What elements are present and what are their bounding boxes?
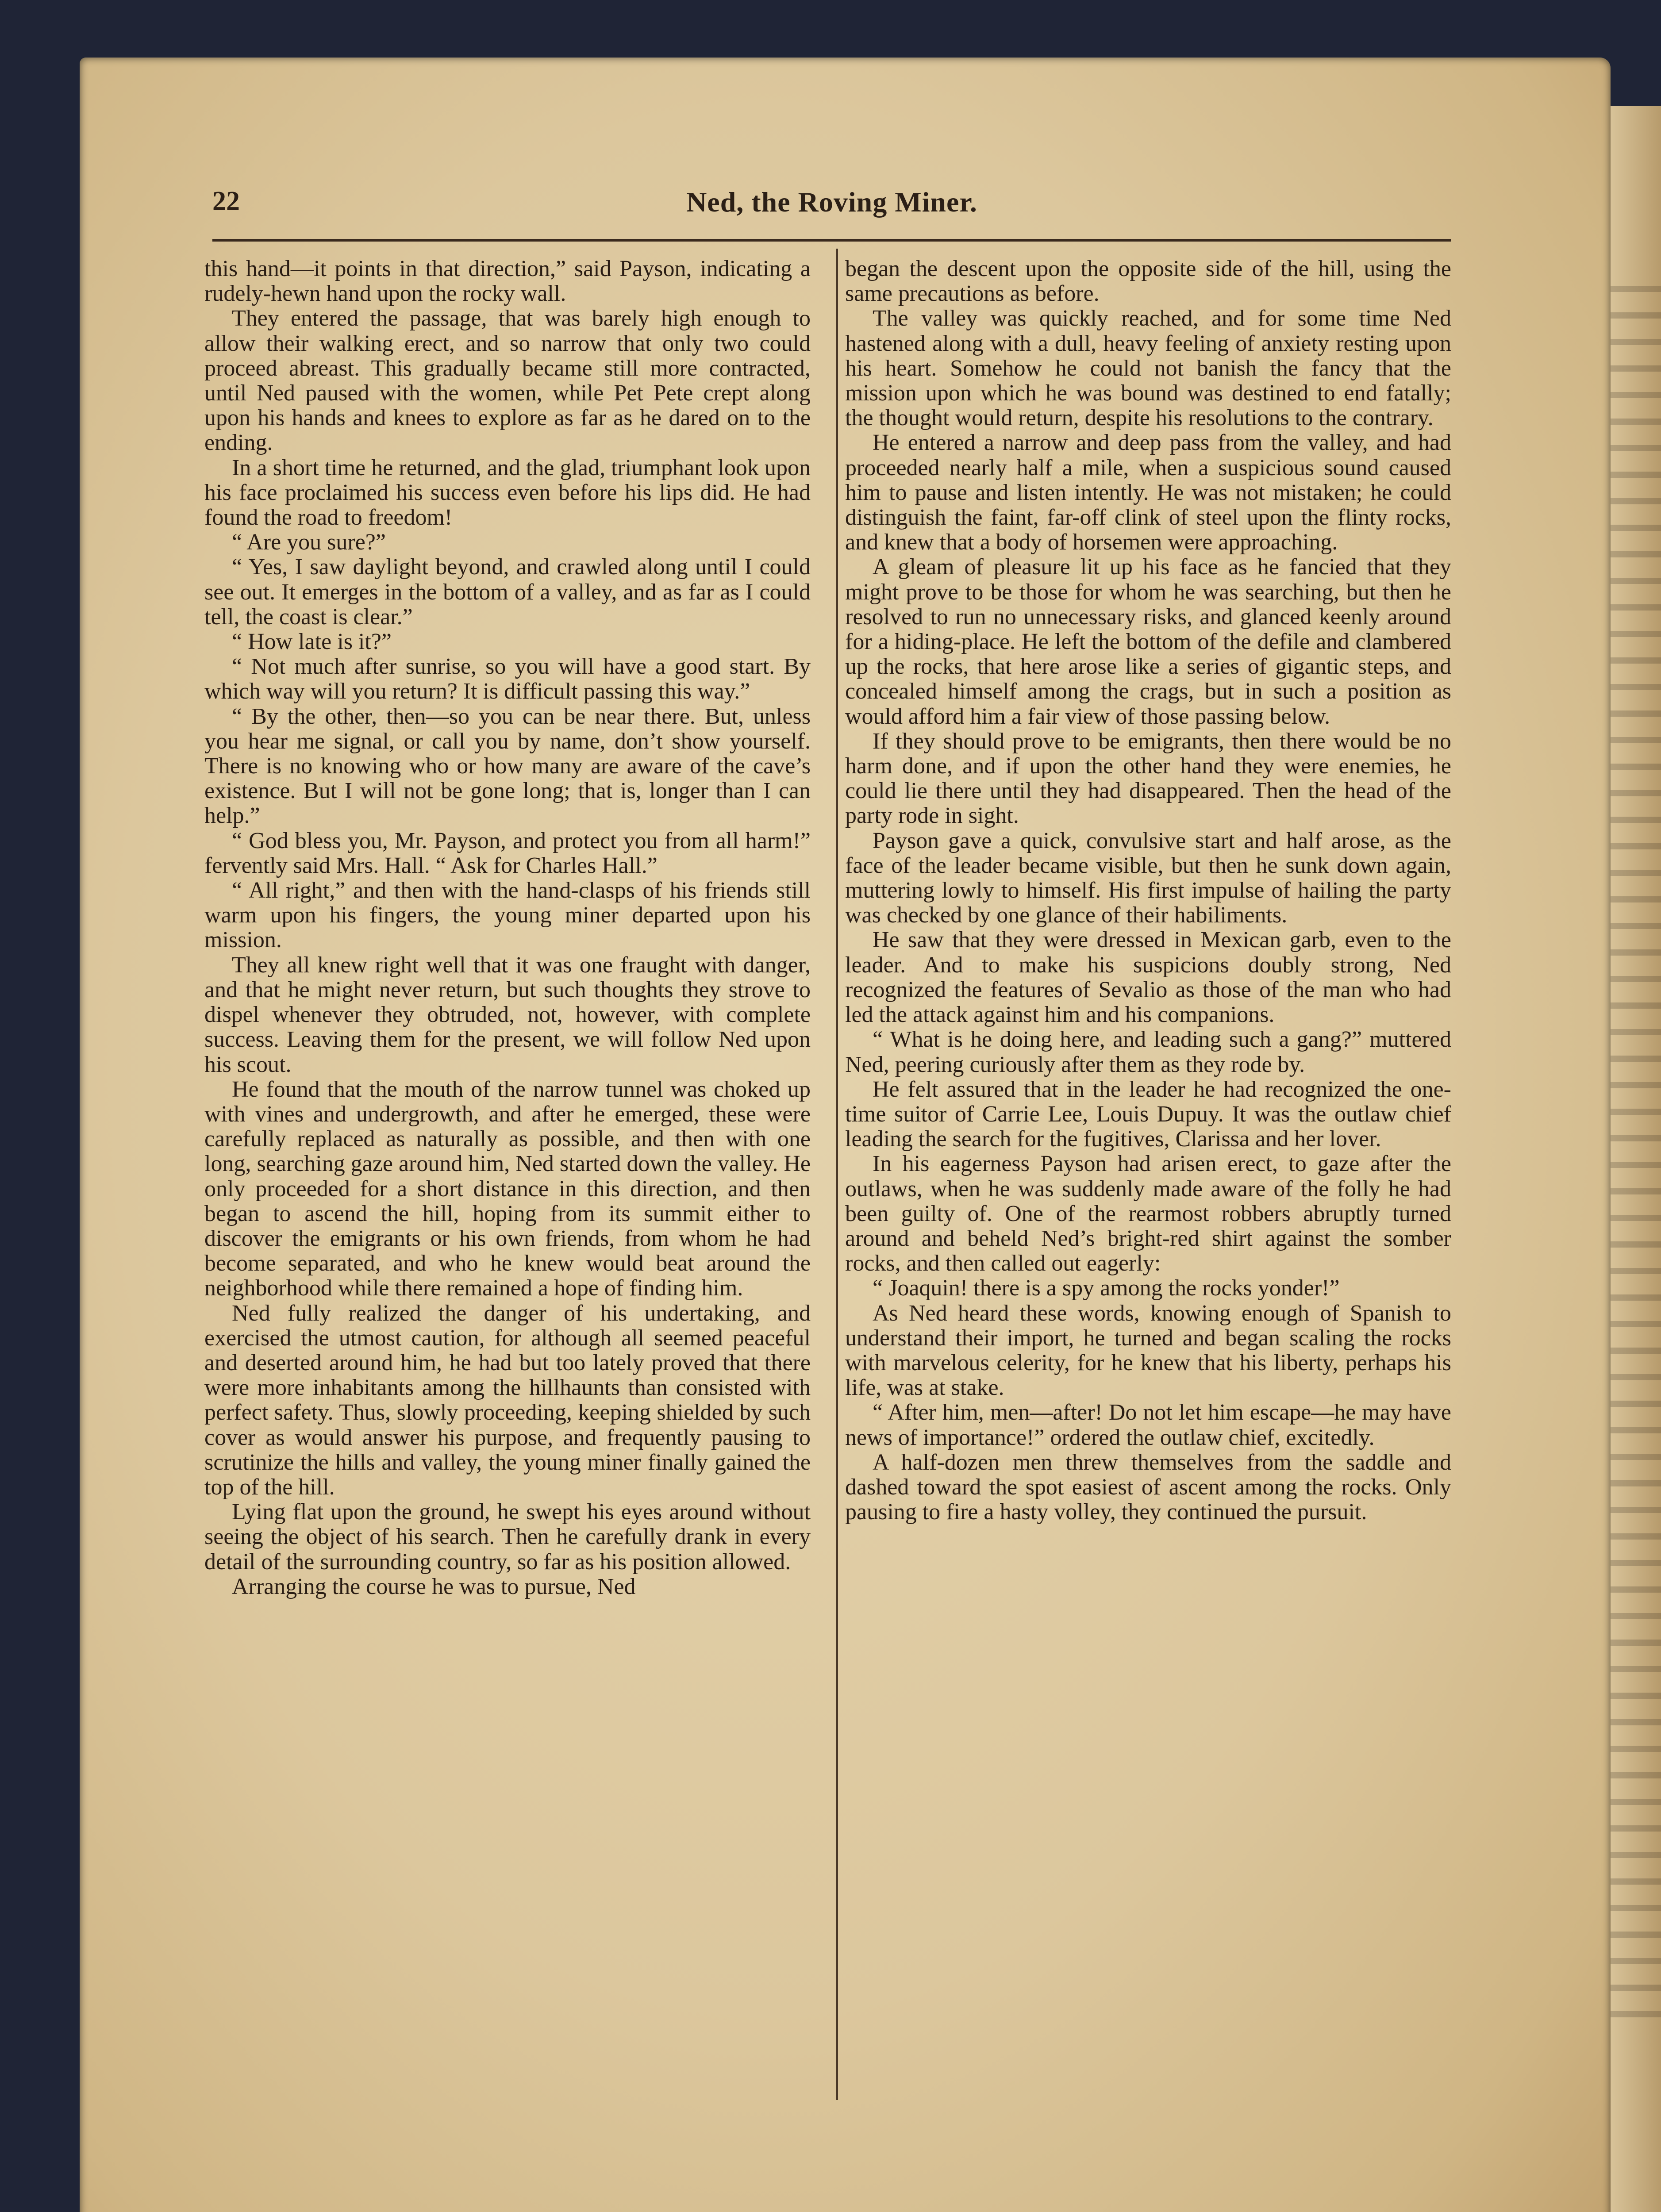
page-number: 22 — [212, 186, 240, 216]
paragraph: He entered a narrow and deep pass from the valley, and had proceeded nearly half a mile, when a suspicious sound caused him to pause and listen intently. He was not mistaken; he could distinguish the faint, far-off clink of steel upon the flinty rocks, and knew that a body of horsemen were approaching. — [845, 430, 1451, 555]
paragraph: If they should prove to be emigrants, then there would be no harm done, and if upon the other hand they were enemies, he could lie there until they had disappeared. Then the head of the party rode in sight. — [845, 728, 1451, 829]
paragraph: In a short time he returned, and the glad, triumphant look upon his face proclaimed his success even before his lips did. He had found the road to freedom! — [204, 455, 811, 530]
paragraph: Lying flat upon the ground, he swept his eyes around without seeing the object of his search. Then he carefully drank in every detail of the surrounding country, so far as his position allowed. — [204, 1499, 811, 1575]
paragraph: He saw that they were dressed in Mexican garb, even to the leader. And to make his suspicions doubly strong, Ned recognized the features of Sevalio as those of the man who had led the attack against him and his companions. — [845, 927, 1451, 1028]
left-column — [204, 257, 811, 2101]
paragraph: In his eagerness Payson had arisen erect, to gaze after the outlaws, when he was suddenly made aware of the folly he had been guilty of. One of the rearmost robbers abruptly turned around and beheld Ned’s bright-red shirt against the somber rocks, and then called out eagerly: — [845, 1151, 1451, 1276]
paragraph: began the descent upon the opposite side of the hill, using the same precautions as before. — [845, 257, 1451, 307]
page-header — [212, 186, 1451, 239]
paragraph: They entered the passage, that was barely high enough to allow their walking erect, and so narrow that only two could proceed abreast. This gradually became still more contracted, until Ned paused with the women, while Pet Pete crept along upon his hands and knees to explore as far as he dared on to the ending. — [204, 306, 811, 456]
paragraph: “ God bless you, Mr. Payson, and protect you from all harm!” fervently said Mrs. Hall. “ Ask for Charles Hall.” — [204, 828, 811, 878]
paragraph: The valley was quickly reached, and for some time Ned hastened along with a dull, heavy feeling of anxiety resting upon his heart. Somehow he could not banish the fancy that the mission upon which he was bound was destined to end fatally; the thought would return, despite his resolutions to the contrary. — [845, 306, 1451, 431]
paragraph: “ After him, men—after! Do not let him escape—he may have news of importance!” ordered the outlaw chief, excitedly. — [845, 1400, 1451, 1450]
paragraph: this hand—it points in that direction,” said Payson, indicating a rudely-hewn hand upon the rocky wall. — [204, 257, 811, 307]
paragraph: “ Yes, I saw daylight beyond, and crawled along until I could see out. It emerges in the bottom of a valley, and as far as I could tell, the coast is clear.” — [204, 554, 811, 630]
paragraph: He felt assured that in the leader he had recognized the one-time suitor of Carrie Lee, Louis Dupuy. It was the outlaw chief leading the search for the fugitives, Clarissa and her lover. — [845, 1076, 1451, 1152]
paragraph: He found that the mouth of the narrow tunnel was choked up with vines and undergrowth, and after he emerged, these were carefully replaced as naturally as possible, and then with one long, searching gaze around him, Ned started down the valley. He only proceeded for a short distance in this direction, and then began to ascend the hill, hoping from its summit either to discover the emigrants or his own friends, from whom he had become separated, and who he knew would beat around the neighborhood while there remained a hope of finding him. — [204, 1076, 811, 1301]
paragraph: A half-dozen men threw themselves from the saddle and dashed toward the spot easiest of ascent among the rocks. Only pausing to fire a hasty volley, they continued the pursuit. — [845, 1449, 1451, 1525]
running-title: Ned, the Roving Miner. — [686, 186, 977, 218]
paragraph: “ Are you sure?” — [232, 530, 386, 555]
paragraph: Arranging the course he was to pursue, Ned — [232, 1574, 636, 1599]
paragraph: Ned fully realized the danger of his undertaking, and exercised the utmost caution, for although all seemed peaceful and deserted around him, he had but too lately proved that there were more inhabitants among the hillhaunts than consisted with perfect safety. Thus, slowly proceeding, keeping shielded by such cover as would answer his purpose, and frequently pausing to scrutinize the hills and valley, the young miner finally gained the top of the hill. — [204, 1300, 811, 1500]
paragraph: Payson gave a quick, convulsive start and half arose, as the face of the leader became visible, but then he sunk down again, muttering lowly to himself. His first impulse of hailing the party was checked by one glance of their habiliments. — [845, 828, 1451, 928]
paragraph: “ All right,” and then with the hand-clasps of his friends still warm upon his fingers, the young miner departed upon his mission. — [204, 878, 811, 953]
header-rule — [212, 239, 1451, 242]
paragraph: “ What is he doing here, and leading such a gang?” muttered Ned, peering curiously after them as they rode by. — [845, 1027, 1451, 1077]
paragraph: “ Joaquin! there is a spy among the rocks yonder!” — [873, 1275, 1340, 1301]
paragraph: They all knew right well that it was one fraught with danger, and that he might never return, but such thoughts they strove to dispel whenever they obtruded, not, however, with complete success. Leaving them for the present, we will follow Ned upon his scout. — [204, 952, 811, 1077]
paragraph: “ By the other, then—so you can be near there. But, unless you hear me signal, or call you by name, don’t show yourself. There is no knowing who or how many are aware of the cave’s existence. But I will not be gone long; that is, longer than I can help.” — [204, 703, 811, 829]
paragraph: “ Not much after sunrise, so you will have a good start. By which way will you return? It is difficult passing this way.” — [204, 654, 811, 704]
column-divider — [836, 249, 838, 2100]
paragraph: As Ned heard these words, knowing enough of Spanish to understand their import, he turned and began scaling the rocks with marvelous celerity, for he knew that his liberty, perhaps his life, was at stake. — [845, 1300, 1451, 1401]
paragraph: A gleam of pleasure lit up his face as he fancied that they might prove to be those for whom he was searching, but then he resolved to run no unnecessary risks, and glanced keenly around for a hiding-place. He left the bottom of the defile and clambered up the rocks, that here arose like a series of gigantic steps, and concealed himself among the crags, but in such a position as would afford him a fair view of those passing below. — [845, 554, 1451, 729]
paragraph: “ How late is it?” — [232, 629, 392, 655]
right-column — [845, 257, 1451, 2101]
